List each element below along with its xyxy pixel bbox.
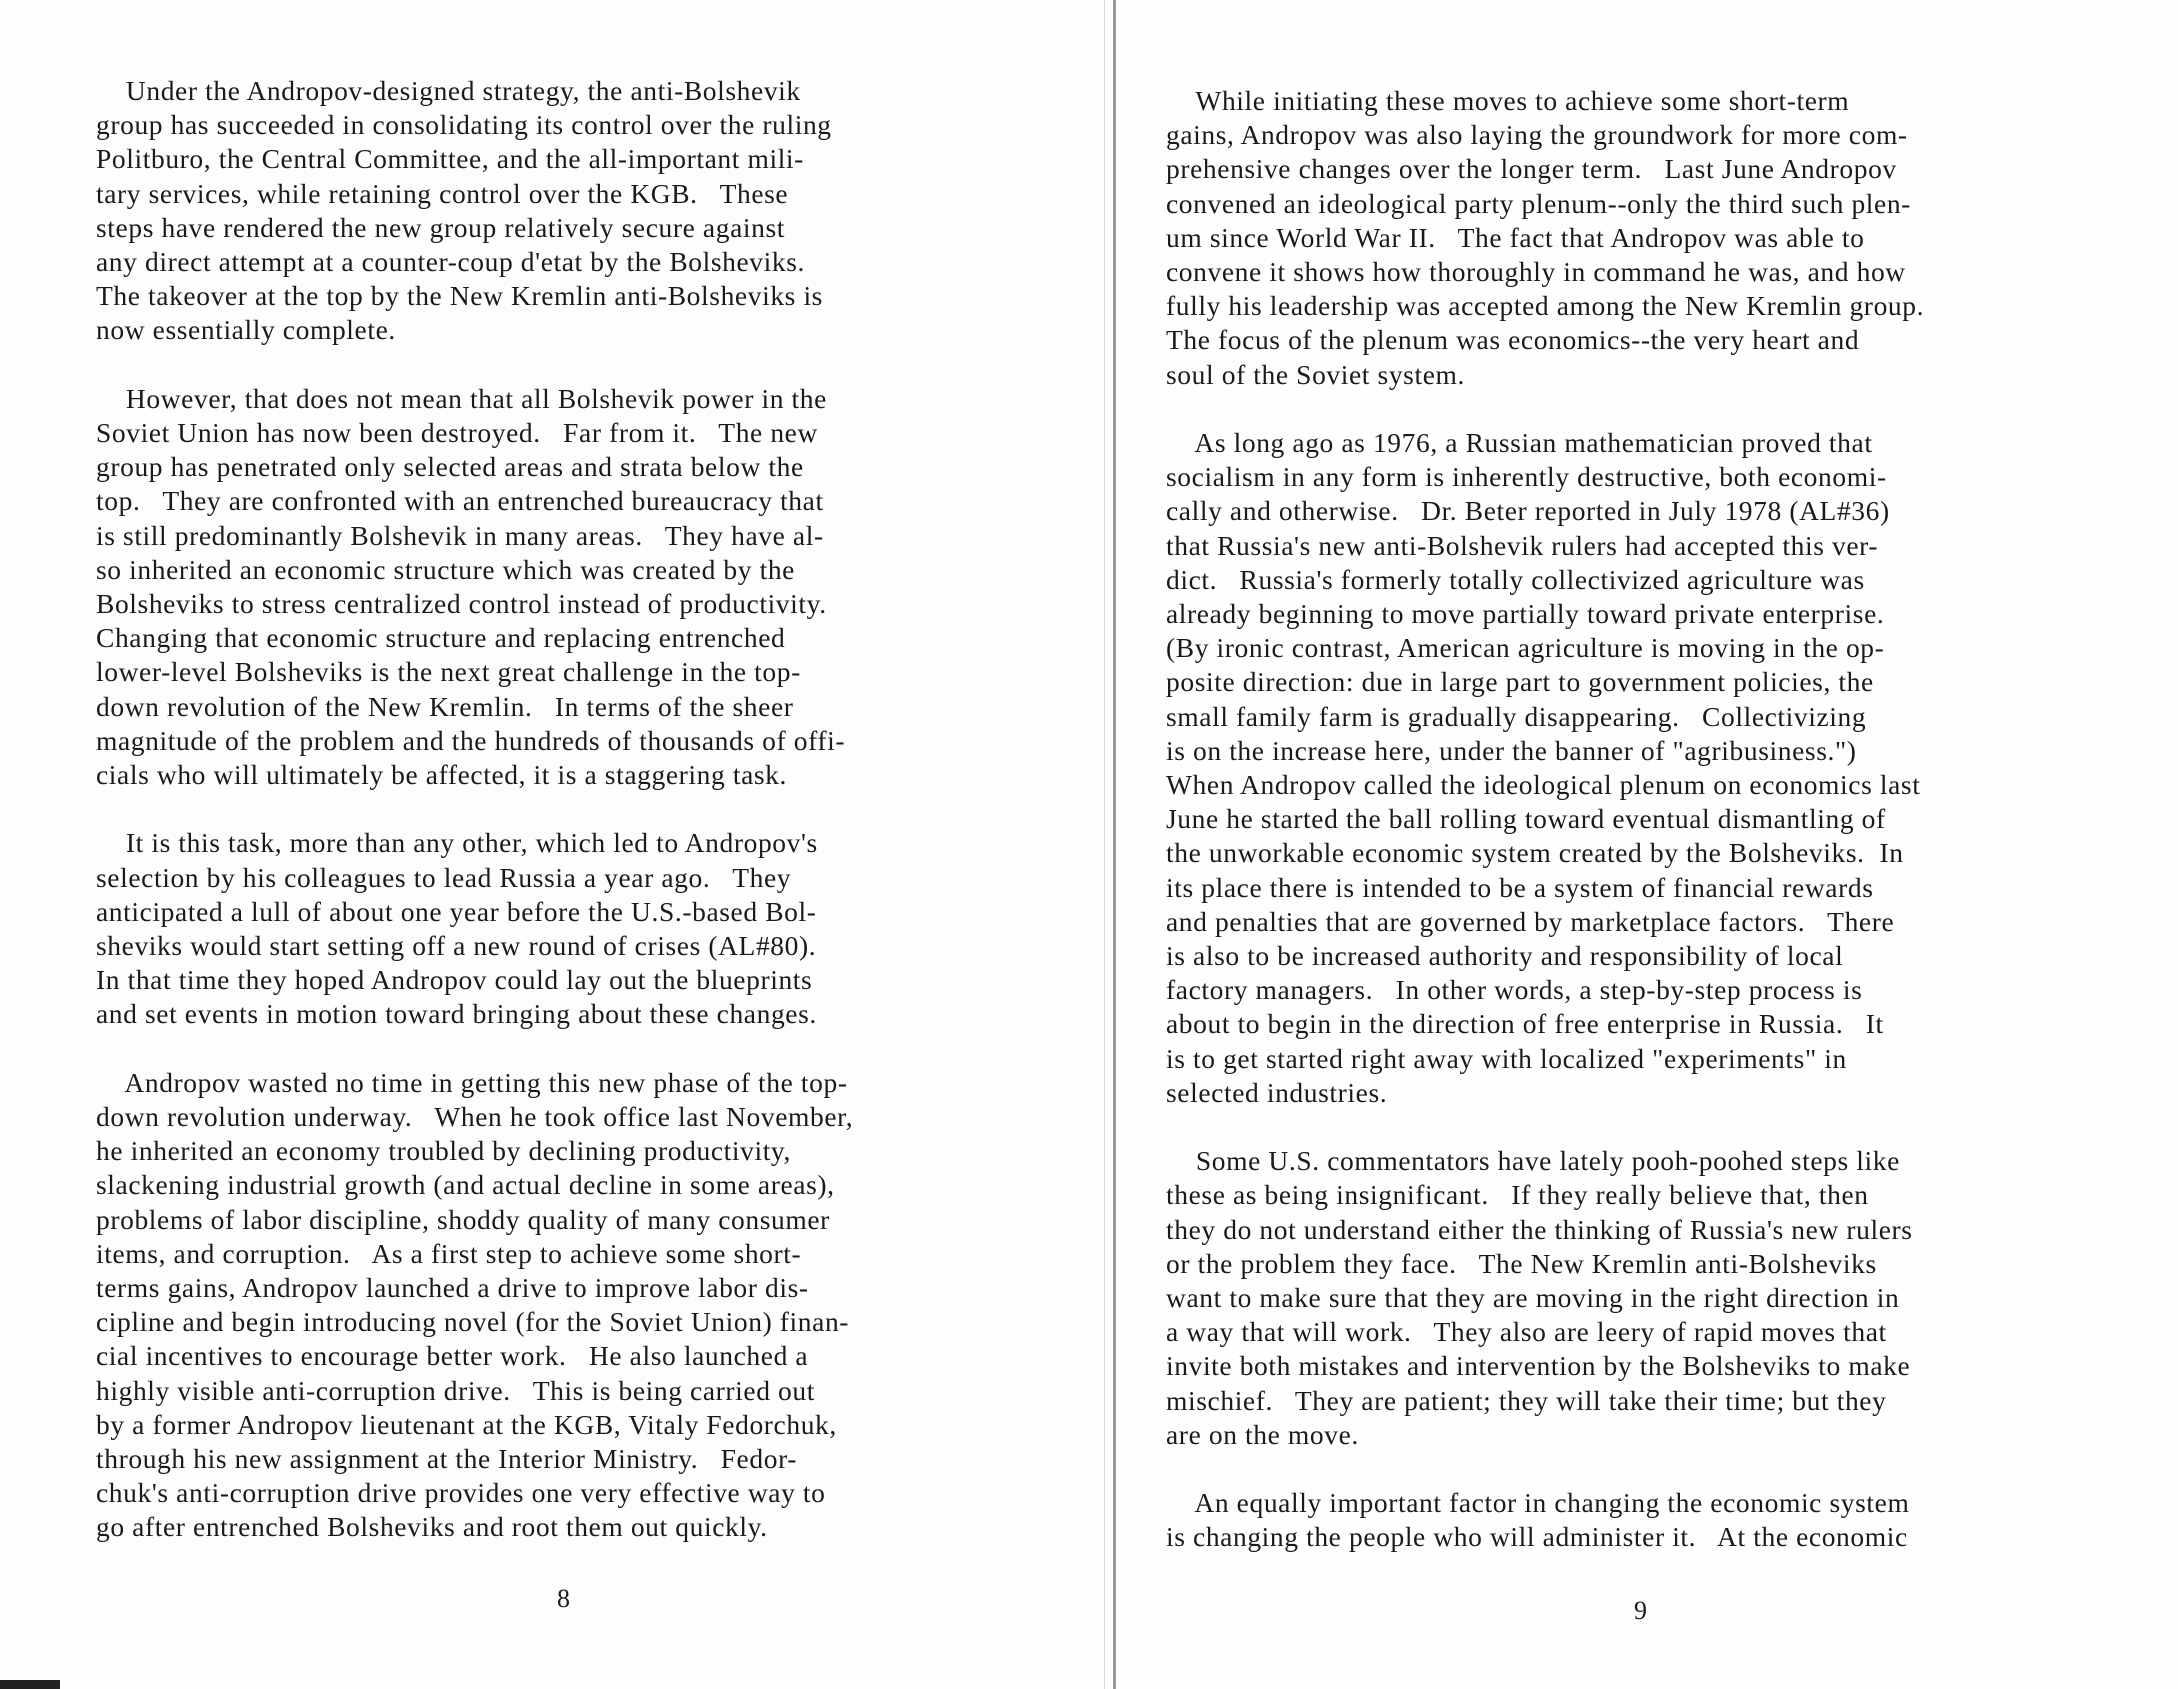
text-line: a way that will work. They also are leery of rapid moves that <box>1166 1316 1887 1348</box>
text-line: um since World War II. The fact that Andropov was able to <box>1166 221 1865 253</box>
text-line: Andropov wasted no time in getting this new phase of the top- <box>96 1066 848 1098</box>
text-line: problems of labor discipline, shoddy quality of many consumer <box>96 1203 830 1235</box>
text-line: However, that does not mean that all Bolshevik power in the <box>96 382 827 414</box>
right-page-body <box>1166 84 2138 1589</box>
text-line: mischief. They are patient; they will take their time; but they <box>1166 1384 1887 1416</box>
text-line: The focus of the plenum was economics--the very heart and <box>1166 324 1860 356</box>
page-number-left: 8 <box>557 1584 570 1613</box>
text-line: cial incentives to encourage better work. He also launched a <box>96 1340 809 1372</box>
text-line: through his new assignment at the Interior Ministry. Fedor- <box>96 1443 798 1475</box>
text-line: is on the increase here, under the banner of "agribusiness.") <box>1166 734 1857 766</box>
text-line: they do not understand either the thinking of Russia's new rulers <box>1166 1213 1913 1245</box>
text-line: In that time they hoped Andropov could lay out the blueprints <box>96 964 813 996</box>
right-page <box>1120 0 2178 1689</box>
paragraph <box>96 74 1068 348</box>
text-line: gains, Andropov was also laying the groundwork for more com- <box>1166 119 1908 151</box>
text-line: the unworkable economic system created by the Bolsheviks. In <box>1166 837 1904 869</box>
text-line: Politburo, the Central Committee, and the all-important mili- <box>96 143 804 175</box>
text-line: highly visible anti-corruption drive. This is being carried out <box>96 1374 815 1406</box>
text-line: magnitude of the problem and the hundreds of thousands of offi- <box>96 724 846 756</box>
text-line: lower-level Bolsheviks is the next great challenge in the top- <box>96 656 801 688</box>
paragraph <box>1166 1144 2138 1452</box>
text-line: (By ironic contrast, American agriculture is moving in the op- <box>1166 632 1885 664</box>
paragraph <box>1166 1486 2138 1554</box>
text-line: go after entrenched Bolsheviks and root them out quickly. <box>96 1511 768 1543</box>
text-line: by a former Andropov lieutenant at the KGB, Vitaly Fedorchuk, <box>96 1408 837 1440</box>
text-line: As long ago as 1976, a Russian mathematician proved that <box>1166 427 1873 459</box>
text-line: terms gains, Andropov launched a drive to improve labor dis- <box>96 1272 809 1304</box>
text-line: its place there is intended to be a system of financial rewards <box>1166 871 1874 903</box>
paragraph <box>1166 84 2138 392</box>
text-line: are on the move. <box>1166 1418 1359 1450</box>
text-line: items, and corruption. As a first step to achieve some short- <box>96 1237 802 1269</box>
text-line: down revolution of the New Kremlin. In terms of the sheer <box>96 690 794 722</box>
text-line: posite direction: due in large part to government policies, the <box>1166 666 1874 698</box>
paragraph <box>96 826 1068 1031</box>
text-line: An equally important factor in changing the economic system <box>1166 1487 1910 1519</box>
text-line: small family farm is gradually disappearing. Collectivizing <box>1166 700 1867 732</box>
text-line: factory managers. In other words, a step-by-step process is <box>1166 974 1863 1006</box>
text-line: any direct attempt at a counter-coup d'etat by the Bolsheviks. <box>96 246 806 278</box>
text-line: or the problem they face. The New Kremlin anti-Bolsheviks <box>1166 1247 1877 1279</box>
text-line: he inherited an economy troubled by declining productivity, <box>96 1135 791 1167</box>
text-line: invite both mistakes and intervention by the Bolsheviks to make <box>1166 1350 1911 1382</box>
text-line: dict. Russia's formerly totally collectivized agriculture was <box>1166 563 1865 595</box>
gutter-shadow <box>1104 0 1105 1689</box>
text-line: convened an ideological party plenum--only the third such plen- <box>1166 187 1911 219</box>
text-line: these as being insignificant. If they really believe that, then <box>1166 1179 1869 1211</box>
text-line: selected industries. <box>1166 1076 1388 1108</box>
text-line: cials who will ultimately be affected, it is a staggering task. <box>96 759 788 791</box>
book-gutter <box>1113 0 1116 1689</box>
text-line: When Andropov called the ideological plenum on economics last <box>1166 769 1921 801</box>
text-line: group has penetrated only selected areas and strata below the <box>96 451 804 483</box>
text-line: is changing the people who will administer it. At the economic <box>1166 1521 1908 1553</box>
paragraph <box>1166 426 2138 1110</box>
text-line: The takeover at the top by the New Kremlin anti-Bolsheviks is <box>96 280 823 312</box>
text-line: group has succeeded in consolidating its control over the ruling <box>96 109 832 141</box>
text-line: chuk's anti-corruption drive provides one very effective way to <box>96 1477 826 1509</box>
text-line: socialism in any form is inherently destructive, both economi- <box>1166 461 1887 493</box>
text-line: Under the Andropov-designed strategy, the anti-Bolshevik <box>96 75 801 106</box>
text-line: sheviks would start setting off a new round of crises (AL#80). <box>96 930 817 962</box>
text-line: It is this task, more than any other, which led to Andropov's <box>96 827 818 859</box>
paragraph <box>96 1066 1068 1545</box>
text-line: Soviet Union has now been destroyed. Far from it. The new <box>96 417 818 449</box>
text-line: so inherited an economic structure which was created by the <box>96 553 795 585</box>
text-line: selection by his colleagues to lead Russia a year ago. They <box>96 861 792 893</box>
paragraph <box>96 382 1068 792</box>
text-line: convene it shows how thoroughly in command he was, and how <box>1166 256 1906 288</box>
text-line: already beginning to move partially toward private enterprise. <box>1166 598 1885 630</box>
text-line: top. They are confronted with an entrenched bureaucracy that <box>96 485 824 517</box>
text-line: down revolution underway. When he took office last November, <box>96 1101 854 1133</box>
text-line: June he started the ball rolling toward eventual dismantling of <box>1166 803 1886 835</box>
text-line: steps have rendered the new group relatively secure against <box>96 211 786 243</box>
text-line: that Russia's new anti-Bolshevik rulers had accepted this ver- <box>1166 529 1879 561</box>
text-line: soul of the Soviet system. <box>1166 358 1465 390</box>
text-line: Some U.S. commentators have lately pooh-poohed steps like <box>1166 1145 1900 1177</box>
text-line: tary services, while retaining control over the KGB. These <box>96 177 789 209</box>
text-line: Changing that economic structure and replacing entrenched <box>96 622 786 654</box>
text-line: prehensive changes over the longer term. Last June Andropov <box>1166 153 1897 185</box>
left-page-body <box>96 74 1068 1579</box>
text-line: anticipated a lull of about one year before the U.S.-based Bol- <box>96 895 817 927</box>
text-line: now essentially complete. <box>96 314 396 346</box>
text-line: While initiating these moves to achieve some short-term <box>1166 85 1850 116</box>
text-line: slackening industrial growth (and actual decline in some areas), <box>96 1169 835 1201</box>
scan-edge-mark <box>0 1680 60 1689</box>
text-line: is also to be increased authority and responsibility of local <box>1166 940 1844 972</box>
text-line: fully his leadership was accepted among the New Kremlin group. <box>1166 290 1925 322</box>
page-number-right: 9 <box>1634 1596 1647 1625</box>
text-line: is to get started right away with localized "experiments" in <box>1166 1042 1847 1074</box>
text-line: want to make sure that they are moving in the right direction in <box>1166 1282 1900 1314</box>
text-line: about to begin in the direction of free enterprise in Russia. It <box>1166 1008 1884 1040</box>
text-line: and set events in motion toward bringing about these changes. <box>96 998 817 1030</box>
text-line: and penalties that are governed by marketplace factors. There <box>1166 905 1895 937</box>
text-line: cally and otherwise. Dr. Beter reported in July 1978 (AL#36) <box>1166 495 1890 527</box>
text-line: is still predominantly Bolshevik in many areas. They have al- <box>96 519 824 551</box>
text-line: Bolsheviks to stress centralized control instead of productivity. <box>96 588 827 620</box>
text-line: cipline and begin introducing novel (for the Soviet Union) finan- <box>96 1306 850 1338</box>
